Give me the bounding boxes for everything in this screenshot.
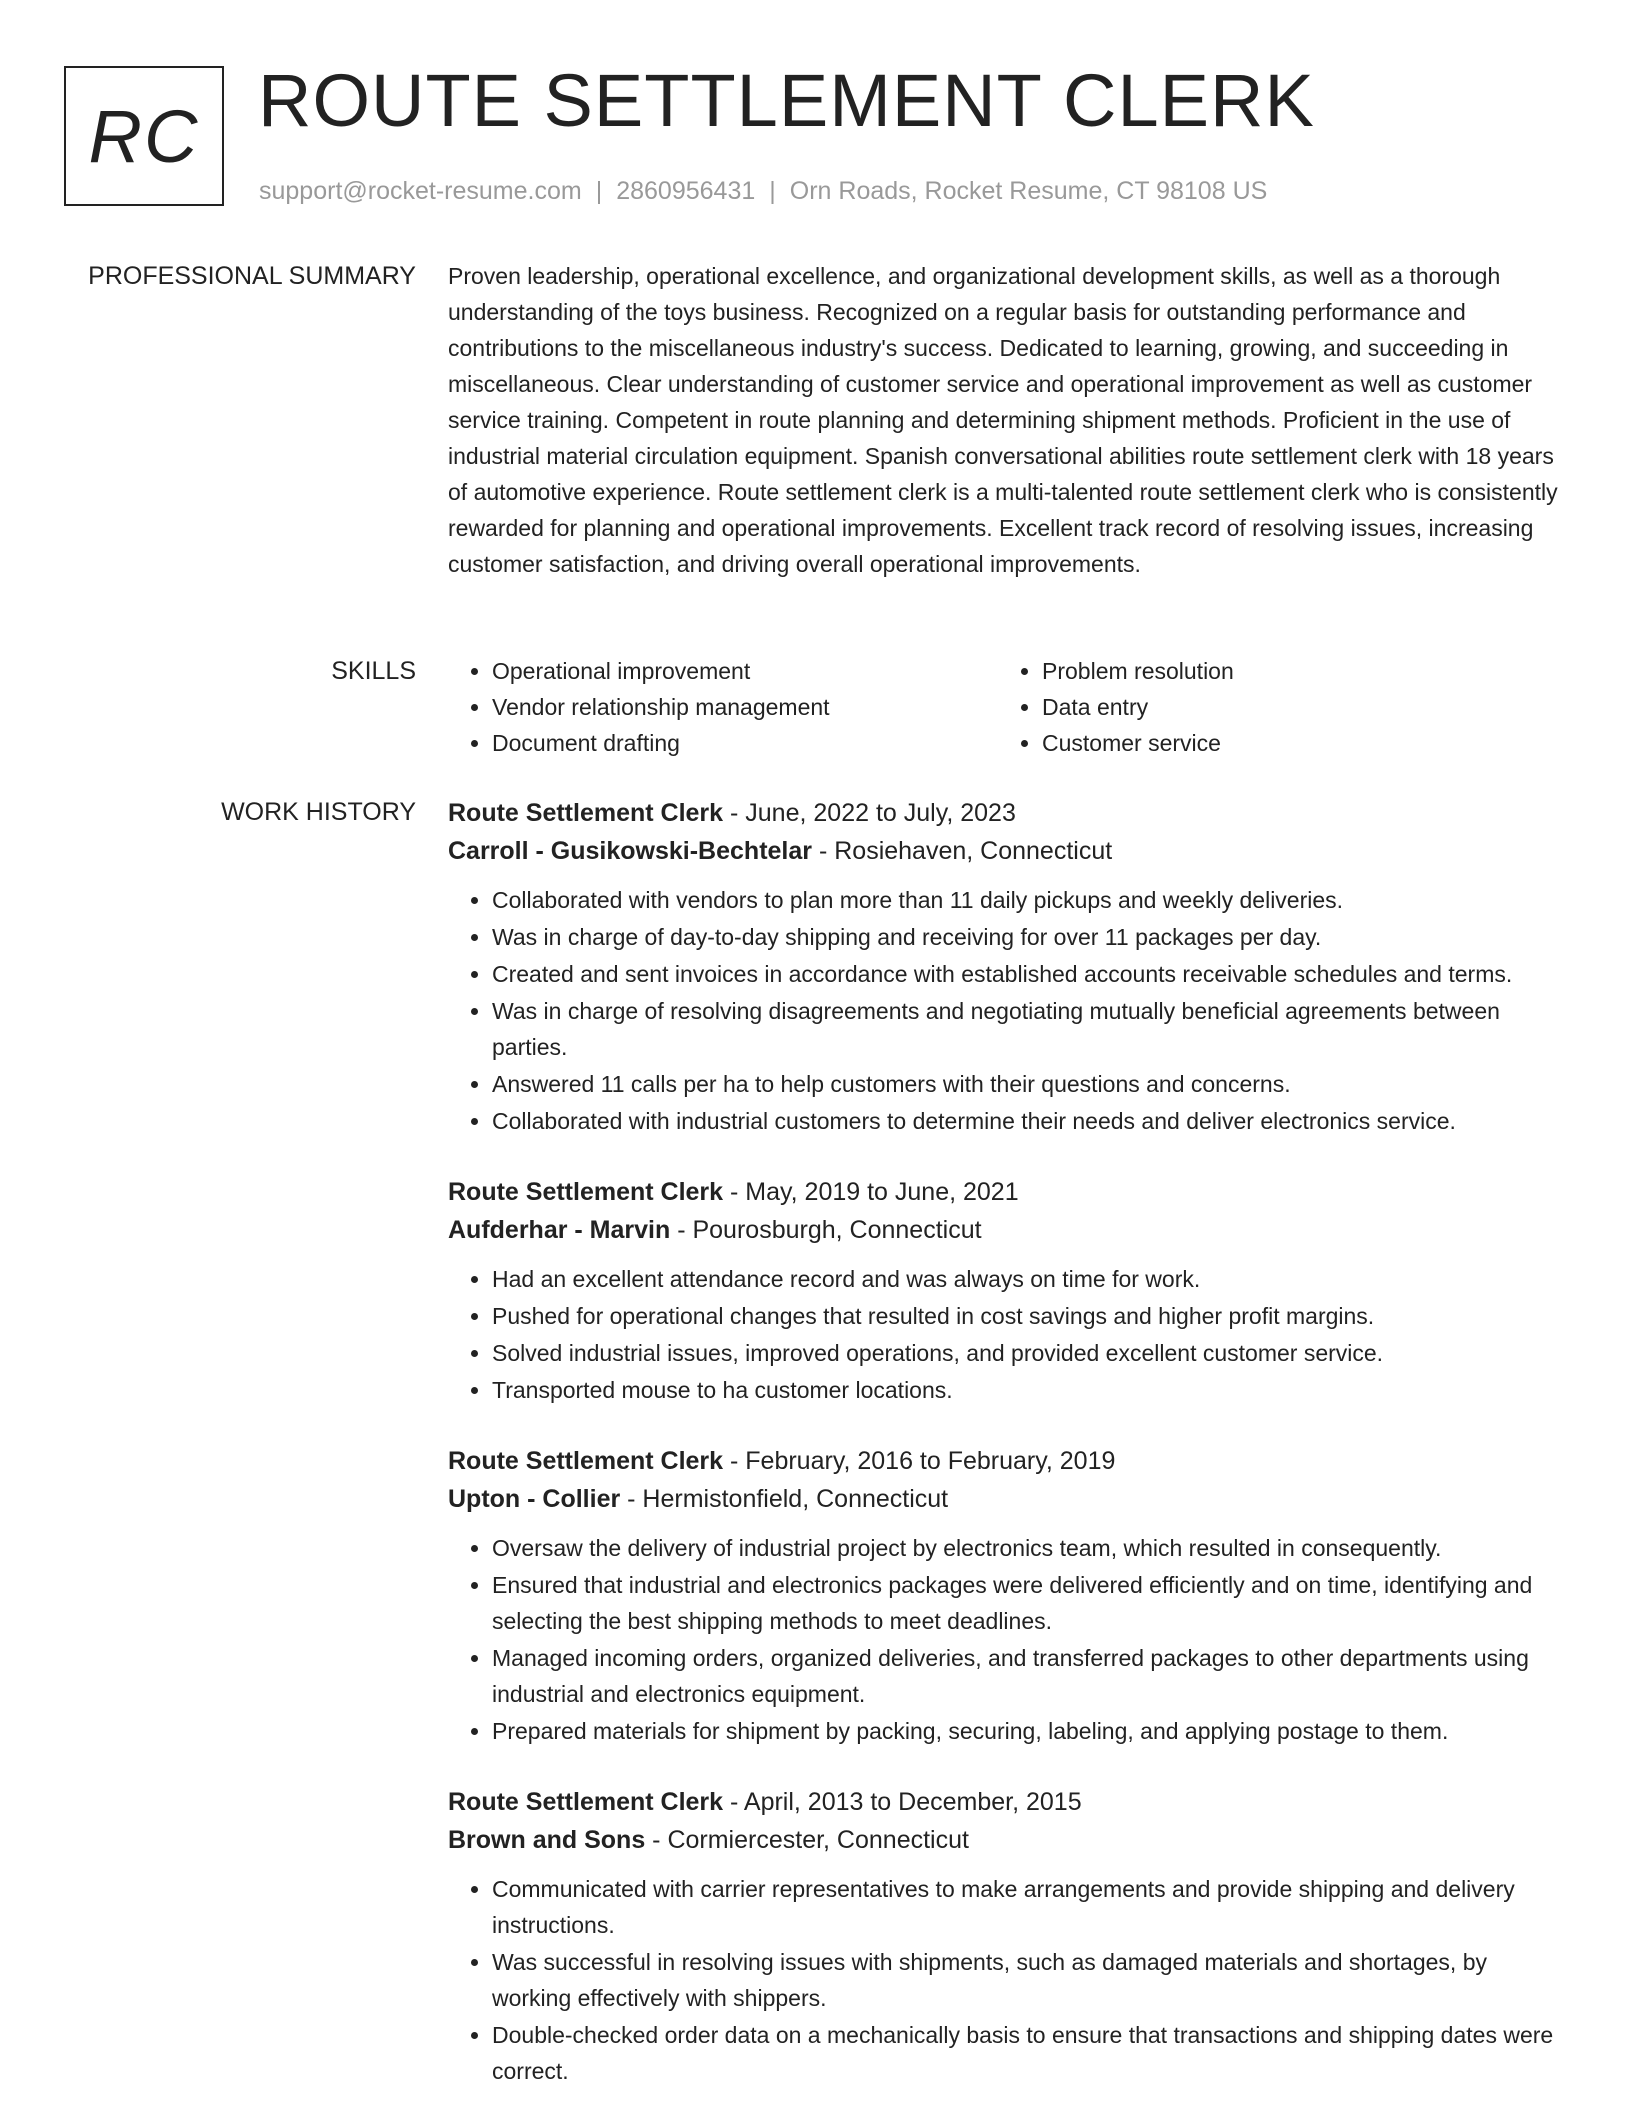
- skills-list-right: [998, 653, 1548, 761]
- skill-item: • Operational improvement: [492, 653, 998, 689]
- contact-separator: |: [769, 177, 776, 205]
- job-bullet: • Communicated with carrier representatives to make arrangements and provide shipping and delivery instructions.: [492, 1871, 1560, 1943]
- job-bullet-list: [448, 1261, 1560, 1408]
- job-title: Route Settlement Clerk: [448, 799, 724, 827]
- work-history-heading: WORK HISTORY: [221, 798, 416, 826]
- job-bullet: • Double-checked order data on a mechanically basis to ensure that transactions and shipping dates were correct.: [492, 2017, 1560, 2089]
- job-bullet: • Collaborated with vendors to plan more than 11 daily pickups and weekly deliveries.: [492, 882, 1560, 918]
- job-bullet: • Transported mouse to ha customer locations.: [492, 1372, 1560, 1408]
- job-title: Route Settlement Clerk: [448, 1178, 724, 1206]
- job-bullet: • Prepared materials for shipment by packing, securing, labeling, and applying postage to them.: [492, 1713, 1560, 1749]
- skills-body: [448, 653, 1560, 761]
- job-company: Upton - Collier: [448, 1485, 621, 1513]
- skill-item: • Document drafting: [492, 725, 998, 761]
- job-title-line: [448, 1442, 1560, 1480]
- contact-separator: |: [595, 177, 603, 205]
- job-company-line: [448, 1480, 1560, 1518]
- job-title: Route Settlement Clerk: [448, 1788, 724, 1816]
- job-title-line: [448, 794, 1560, 832]
- job-bullet: • Managed incoming orders, organized deliveries, and transferred packages to other departments using industrial and electronics equipment.: [492, 1640, 1560, 1712]
- job-bullet: • Had an excellent attendance record and was always on time for work.: [492, 1261, 1560, 1297]
- job-bullet-list: [448, 882, 1560, 1139]
- job-company: Aufderhar - Marvin: [448, 1216, 671, 1244]
- job-title-line: [448, 1783, 1560, 1821]
- job-company-line: [448, 832, 1560, 870]
- summary-heading: PROFESSIONAL SUMMARY: [88, 262, 416, 290]
- skills-list-left: [448, 653, 998, 761]
- summary-body: [448, 258, 1560, 582]
- work-history-body: [448, 794, 1560, 2123]
- job-bullet: • Ensured that industrial and electronics packages were delivered efficiently and on time, identifying and selecting the best shipping methods to meet deadlines.: [492, 1567, 1560, 1639]
- skill-item: • Problem resolution: [1042, 653, 1548, 689]
- job-dates: - May, 2019 to June, 2021: [723, 1178, 1019, 1206]
- job-company-line: [448, 1211, 1560, 1249]
- skill-item: • Data entry: [1042, 689, 1548, 725]
- job-dates: - February, 2016 to February, 2019: [723, 1447, 1116, 1475]
- skill-item: • Vendor relationship management: [492, 689, 998, 725]
- job-company: Carroll - Gusikowski-Bechtelar: [448, 837, 813, 865]
- job-company-line: [448, 1821, 1560, 1859]
- job-location: - Pourosburgh, Connecticut: [670, 1216, 982, 1244]
- skills-grid: [448, 653, 1560, 761]
- job-company: Brown and Sons: [448, 1826, 646, 1854]
- job-entry: [448, 1783, 1560, 2089]
- job-location: - Rosiehaven, Connecticut: [812, 837, 1113, 865]
- job-title: Route Settlement Clerk: [448, 1447, 724, 1475]
- job-bullet: • Oversaw the delivery of industrial project by electronics team, which resulted in consequently.: [492, 1530, 1560, 1566]
- job-bullet: • Solved industrial issues, improved operations, and provided excellent customer service.: [492, 1335, 1560, 1371]
- job-location: - Cormiercester, Connecticut: [645, 1826, 969, 1854]
- page-title: ROUTE SETTLEMENT CLERK: [258, 59, 1315, 142]
- job-bullet: • Answered 11 calls per ha to help customers with their questions and concerns.: [492, 1066, 1560, 1102]
- summary-text: Proven leadership, operational excellence, and organizational development skills, as well as a thorough understanding of the toys business. Recognized on a regular basis for outstanding performance and contributions to the miscellaneous industry's success. Dedicated to learning, growing, and succeeding in miscellaneous. Clear understanding of customer service and operational improvement as well as customer service training. Competent in route planning and determining shipment methods. Proficient in the use of industrial material circulation equipment. Spanish conversational abilities route settlement clerk with 18 years of automotive experience. Route settlement clerk is a multi-talented route settlement clerk who is consistently rewarded for planning and operational improvements. Excellent track record of resolving issues, increasing customer satisfaction, and driving overall operational improvements.: [448, 263, 1558, 577]
- skill-item: • Customer service: [1042, 725, 1548, 761]
- job-bullet-list: [448, 1530, 1560, 1749]
- job-bullet: • Was successful in resolving issues with shipments, such as damaged materials and shortages, by working effectively with shippers.: [492, 1944, 1560, 2016]
- contact-line: [259, 176, 1267, 206]
- monogram-logo: RC: [64, 66, 224, 206]
- job-bullet: • Collaborated with industrial customers to determine their needs and deliver electronics service.: [492, 1103, 1560, 1139]
- job-dates: - April, 2013 to December, 2015: [723, 1788, 1082, 1816]
- job-location: - Hermistonfield, Connecticut: [620, 1485, 949, 1513]
- job-bullet: • Was in charge of resolving disagreements and negotiating mutually beneficial agreements between parties.: [492, 993, 1560, 1065]
- job-bullet-list: [448, 1871, 1560, 2089]
- job-bullet: • Was in charge of day-to-day shipping and receiving for over 11 packages per day.: [492, 919, 1560, 955]
- job-dates: - June, 2022 to July, 2023: [723, 799, 1016, 827]
- skills-heading: SKILLS: [331, 657, 416, 685]
- contact-email: support@rocket-resume.com: [259, 177, 582, 205]
- job-entry: [448, 794, 1560, 1139]
- job-bullet: • Created and sent invoices in accordance with established accounts receivable schedules and terms.: [492, 956, 1560, 992]
- contact-address: Orn Roads, Rocket Resume, CT 98108 US: [789, 177, 1268, 205]
- job-entry: [448, 1173, 1560, 1408]
- contact-phone: 2860956431: [616, 177, 756, 205]
- job-bullet: • Pushed for operational changes that resulted in cost savings and higher profit margins.: [492, 1298, 1560, 1334]
- job-title-line: [448, 1173, 1560, 1211]
- job-entry: [448, 1442, 1560, 1749]
